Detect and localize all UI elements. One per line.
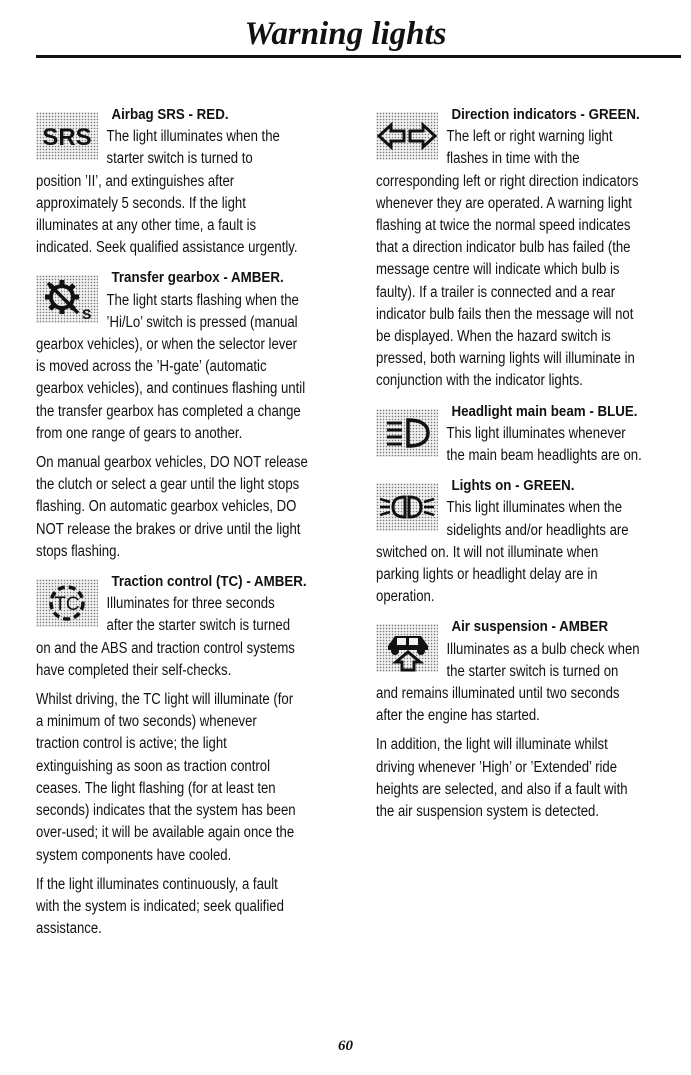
air-suspension-paragraph: In addition, the light will illuminate whilst driving whenever ’High’ or ’Extended’ ride heights are selected, and also if a fault with the air suspension system is detected.	[376, 736, 628, 821]
traction-paragraph-2: Whilst driving, the TC light will illuminate (for a minimum of two seconds) whenever traction control is active; the light extinguishing as soon as traction control ceases. The light flashing (for at least ten seconds) indicates that the system has been over-used; it will be available again once the system components have cooled.	[36, 691, 296, 864]
transfer-paragraph: On manual gearbox vehicles, DO NOT release the clutch or select a gear until the light stops flashing. On automatic gearbox vehicles, DO NOT release the brakes or drive until the light stops flashing.	[36, 454, 308, 560]
transfer-heading: Transfer gearbox - AMBER.	[111, 270, 284, 287]
lights-on-text: This light illuminates when the sidelights and/or headlights are switched on. It will not illuminate when parking lights or headlight delay are in operation.	[376, 499, 629, 606]
airbag-text: The light illuminates when the starter switch is turned to position ’II’, and extinguishes after approximately 5 seconds. If the light illuminates at any other time, a fault is indicated. Seek qualified assistance urgently.	[36, 128, 298, 257]
lights-on-entry	[376, 475, 682, 608]
main-beam-text: This light illuminates whenever the main beam headlights are on.	[446, 424, 642, 465]
main-beam-entry	[376, 401, 682, 468]
direction-text: The left or right warning light flashes in time with the corresponding left or right direction indicators whenever they are operated. A warning light flashing at twice the normal speed indicates that a direction indicator bulb has failed (the message centre will indicate which bulb is faulty). If a trailer is connected and a rear indicator bulb fails then the message will not be displayed. When the hazard switch is pressed, both warning lights will illuminate in conjunction with the indicator lights.	[376, 128, 639, 390]
air-suspension-entry	[376, 616, 682, 823]
page-title: Warning lights	[244, 16, 447, 52]
title-rule	[36, 55, 681, 58]
traction-control-entry	[36, 571, 342, 940]
lights-on-heading: Lights on - GREEN.	[451, 478, 575, 495]
traction-heading: Traction control (TC) - AMBER.	[111, 574, 307, 591]
air-suspension-text: Illuminates as a bulb check when the starter switch is turned on and remains illuminated until two seconds after the engine has started.	[376, 640, 640, 725]
right-column	[376, 104, 682, 831]
left-column	[36, 104, 342, 948]
page-number: 60	[338, 1038, 353, 1054]
traction-paragraph-3: If the light illuminates continuously, a fault with the system is indicated; seek qualified assistance.	[36, 875, 284, 938]
svg-text:TC: TC	[54, 594, 80, 616]
main-beam-heading: Headlight main beam - BLUE.	[451, 403, 638, 420]
svg-text:S: S	[82, 306, 92, 323]
transfer-text: The light starts flashing when the ’Hi/Lo’ switch is pressed (manual gearbox vehicles), or when the selector lever is moved across the ’H-gate’ (automatic gearbox vehicles), and continues flashing until the transfer gearbox has completed a change from one range of gears to another.	[36, 291, 306, 442]
airbag-srs-entry	[36, 104, 342, 259]
direction-indicators-entry	[376, 104, 682, 393]
traction-text: Illuminates for three seconds after the starter switch is turned on and the ABS and traction control systems have completed their self-checks.	[36, 595, 295, 679]
transfer-gearbox-entry	[36, 267, 342, 563]
svg-text:SRS: SRS	[42, 124, 92, 151]
direction-heading: Direction indicators - GREEN.	[451, 107, 640, 123]
air-suspension-heading: Air suspension - AMBER	[451, 619, 609, 636]
airbag-heading: Airbag SRS - RED.	[111, 107, 229, 123]
